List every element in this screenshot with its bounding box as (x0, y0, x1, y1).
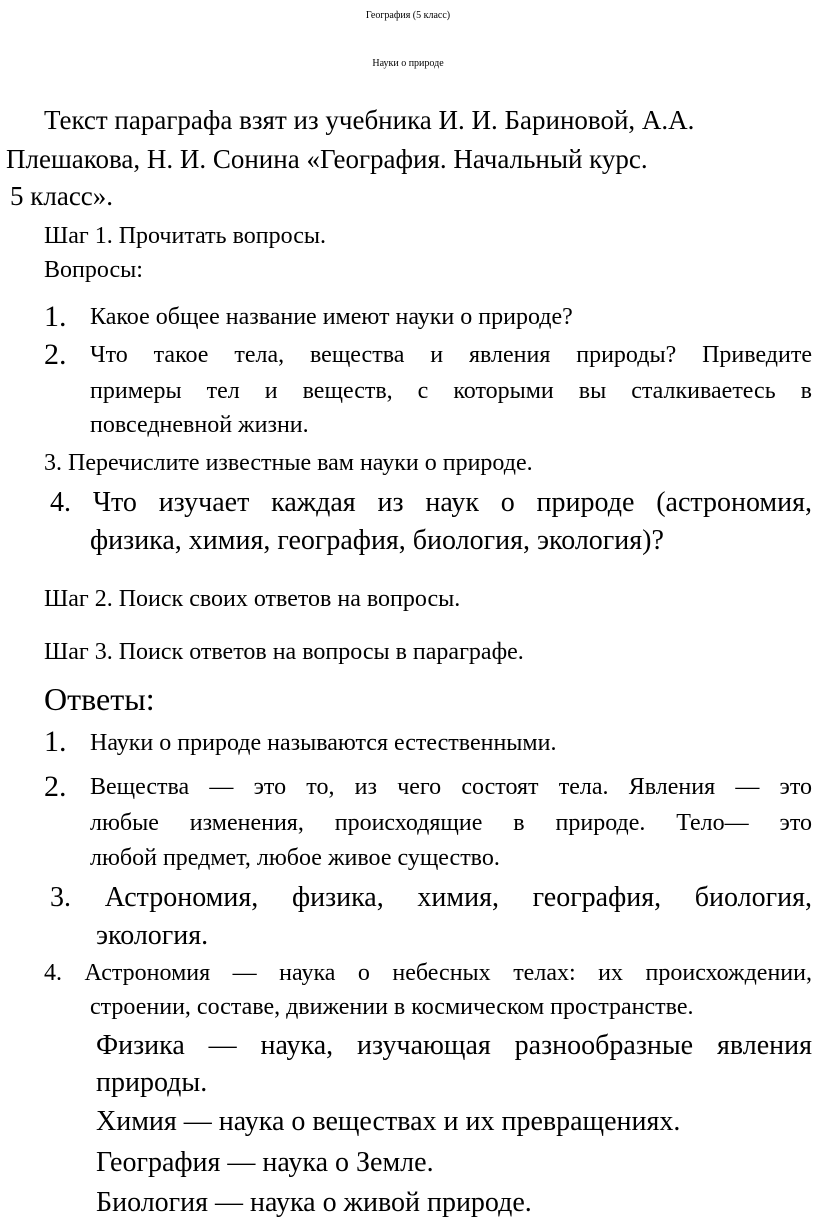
intro-line-2: Плешакова, Н. И. Сонина «География. Начальный курс. (6, 144, 648, 174)
answer-3-line-2: экология. (96, 920, 209, 951)
answer-2-line-1: Вещества — это то, из чего состоят тела. Явления — это (90, 774, 812, 800)
answer-4-physics-line-1: Физика — наука, изучающая разнообразные явления (96, 1030, 812, 1061)
answer-3-line-1: 3. Астрономия, физика, химия, география, биология, (50, 882, 812, 913)
question-2-line-1: Что такое тела, вещества и явления природы? Приведите (90, 342, 812, 368)
page-subtitle: Науки о природе (372, 58, 444, 69)
question-1-number: 1. (44, 300, 67, 333)
answer-4-chemistry: Химия — наука о веществах и их превращениях. (96, 1106, 681, 1137)
answer-4-biology: Биология — наука о живой природе. (96, 1187, 532, 1218)
question-2-line-3: повседневной жизни. (90, 412, 309, 438)
question-4-line-2: физика, химия, география, биология, экология)? (90, 525, 664, 556)
answer-1-text: Науки о природе называются естественными. (90, 730, 557, 756)
question-3: 3. Перечислите известные вам науки о природе. (44, 450, 533, 476)
question-2-number: 2. (44, 338, 67, 371)
question-4-line-1: 4. Что изучает каждая из наук о природе (астрономия, (50, 487, 812, 518)
answer-2-line-3: любой предмет, любое живое существо. (90, 845, 500, 871)
question-2-line-2: примеры тел и веществ, с которыми вы сталкиваетесь в (90, 378, 812, 404)
intro-line-1: Текст параграфа взят из учебника И. И. Бариновой, А.А. (44, 105, 695, 135)
answer-4-line-2: строении, составе, движении в космическом пространстве. (90, 994, 694, 1020)
answer-4-geography: География — наука о Земле. (96, 1147, 434, 1178)
answer-4-physics-line-2: природы. (96, 1067, 208, 1098)
intro-line-3: 5 класс». (10, 181, 114, 211)
answers-label: Ответы: (44, 681, 155, 717)
answer-2-number: 2. (44, 770, 67, 803)
step-1: Шаг 1. Прочитать вопросы. (44, 223, 326, 249)
questions-label: Вопросы: (44, 257, 143, 283)
answer-4-line-1: 4. Астрономия — наука о небесных телах: их происхождении, (44, 960, 812, 986)
answer-1-number: 1. (44, 725, 67, 758)
step-2: Шаг 2. Поиск своих ответов на вопросы. (44, 586, 461, 612)
step-3: Шаг 3. Поиск ответов на вопросы в параграфе. (44, 639, 524, 665)
answer-2-line-2: любые изменения, происходящие в природе. Тело— это (90, 810, 812, 836)
question-1-text: Какое общее название имеют науки о природе? (90, 304, 573, 330)
page-title: География (5 класс) (365, 10, 451, 21)
